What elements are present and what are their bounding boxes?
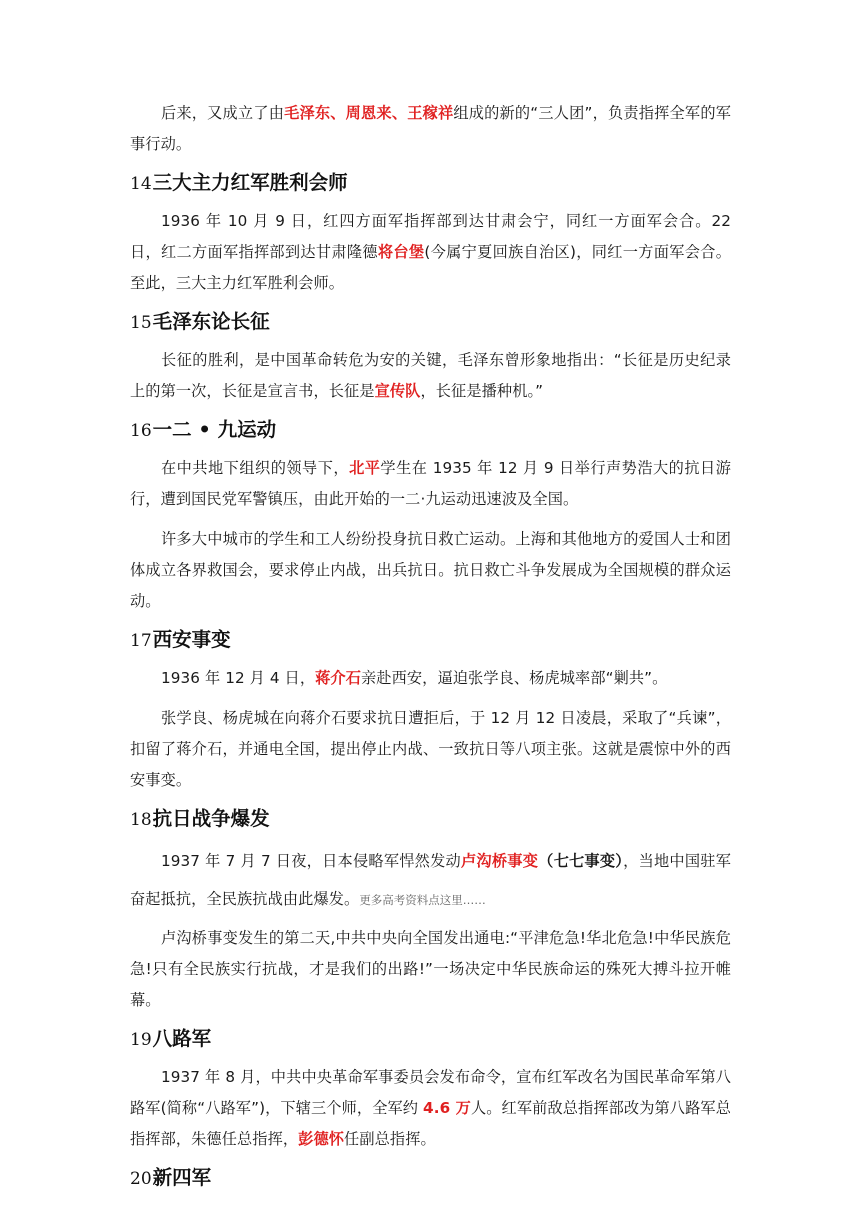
paragraph bbox=[130, 453, 731, 515]
section-title: 一二 • 九运动 bbox=[152, 418, 277, 441]
highlight-text: 4.6 万 bbox=[423, 1099, 471, 1117]
highlight-text: 将台堡 bbox=[377, 243, 425, 261]
paragraph: 许多大中城市的学生和工人纷纷投身抗日救亡运动。上海和其他地方的爱国人士和团体成立各界救国会，要求停止内战，出兵抗日。抗日救亡斗争发展成为全国规模的群众运动。 bbox=[130, 530, 731, 610]
highlight-text: 蒋介石 bbox=[315, 669, 362, 687]
section-number: 15 bbox=[130, 313, 152, 333]
paragraph bbox=[130, 1062, 731, 1155]
section-number: 18 bbox=[130, 810, 152, 830]
section-heading-15 bbox=[130, 308, 731, 337]
text-run: 1937 年 8 月，中共中央革命军事委员会发布命令，宣布红军改名为国民革命军第八路军(简称“八路军”)，下辖三个师，全军约 bbox=[130, 1068, 731, 1117]
section-heading-20 bbox=[130, 1164, 731, 1193]
text-run: 1936 年 12 月 4 日， bbox=[161, 669, 316, 687]
text-run: 任副总指挥。 bbox=[344, 1130, 436, 1148]
text-run: 长征的胜利，是中国革命转危为安的关键，毛泽东曾形象地指出：“长征是历史纪录上的第一次，长征是宣言书，长征是 bbox=[130, 351, 731, 400]
text-run: ，当地中国驻军奋起抵抗，全民族抗战由此爆发。 bbox=[130, 852, 732, 908]
section-title: 抗日战争爆发 bbox=[152, 807, 270, 830]
section-heading-17 bbox=[130, 626, 731, 655]
text-run: 亲赴西安，逼迫张学良、杨虎城率部“剿共”。 bbox=[361, 669, 668, 687]
text-run: 在中共地下组织的领导下， bbox=[161, 459, 350, 477]
section-number: 19 bbox=[130, 1030, 152, 1050]
paragraph bbox=[130, 345, 731, 407]
paragraph bbox=[130, 98, 731, 160]
highlight-text: 北平 bbox=[349, 459, 381, 477]
text-run: 1936 年 10 月 9 日，红四方面军指挥部到达甘肃会宁，同红一方面军会合。22 日，红二方面军指挥部到达甘肃隆德 bbox=[130, 212, 731, 261]
section-title: 新四军 bbox=[152, 1166, 212, 1189]
paragraph bbox=[130, 842, 731, 919]
section-heading-19 bbox=[130, 1025, 731, 1054]
more-resources-link[interactable]: 更多高考资料点这里…… bbox=[359, 893, 486, 907]
bold-text: （七七事变） bbox=[538, 852, 624, 870]
highlight-text: 彭德怀 bbox=[298, 1130, 345, 1148]
section-heading-14 bbox=[130, 169, 731, 198]
section-number: 20 bbox=[130, 1169, 152, 1189]
section-title: 毛泽东论长征 bbox=[152, 310, 270, 333]
section-number: 16 bbox=[130, 421, 152, 441]
paragraph: 张学良、杨虎城在向蒋介石要求抗日遭拒后，于 12 月 12 日凌晨，采取了“兵谏”，扣留了蒋介石，并通电全国，提出停止内战、一致抗日等八项主张。这就是震惊中外的西安事变。 bbox=[130, 709, 731, 789]
text-run: (今属宁夏回族自治区)，同红一方面军会合。至此，三大主力红军胜利会师。 bbox=[130, 243, 731, 292]
paragraph bbox=[130, 663, 731, 694]
document-content bbox=[130, 98, 731, 1201]
highlight-text: 宣传队 bbox=[374, 382, 421, 400]
section-number: 17 bbox=[130, 631, 152, 651]
section-number: 14 bbox=[130, 174, 152, 194]
section-title: 三大主力红军胜利会师 bbox=[152, 171, 348, 194]
text-run: 人。红军前敌总指挥部改为第八路军总指挥部，朱德任总指挥， bbox=[130, 1099, 731, 1148]
text-run: 学生在 1935 年 12 月 9 日举行声势浩大的抗日游行，遭到国民党军警镇压，由此开始的一二·九运动迅速波及全国。 bbox=[130, 459, 731, 508]
paragraph bbox=[130, 206, 731, 299]
section-heading-18 bbox=[130, 805, 731, 834]
text-run: ，长征是播种机。” bbox=[420, 382, 544, 400]
text-run: 1937 年 7 月 7 日夜，日本侵略军悍然发动 bbox=[161, 852, 461, 870]
section-heading-16 bbox=[130, 416, 731, 445]
paragraph: 卢沟桥事变发生的第二天,中共中央向全国发出通电:“平津危急!华北危急!中华民族危急!只有全民族实行抗战，才是我们的出路!”一场决定中华民族命运的殊死大搏斗拉开帷幕。 bbox=[130, 929, 731, 1009]
section-title: 八路军 bbox=[152, 1027, 212, 1050]
section-title: 西安事变 bbox=[152, 628, 231, 651]
text-run: 组成的新的“三人团”，负责指挥全军的军事行动。 bbox=[130, 104, 731, 153]
highlight-text: 毛泽东、周恩来、王稼祥 bbox=[284, 104, 454, 122]
highlight-text: 卢沟桥事变 bbox=[460, 852, 539, 870]
text-run: 后来，又成立了由 bbox=[161, 104, 285, 122]
